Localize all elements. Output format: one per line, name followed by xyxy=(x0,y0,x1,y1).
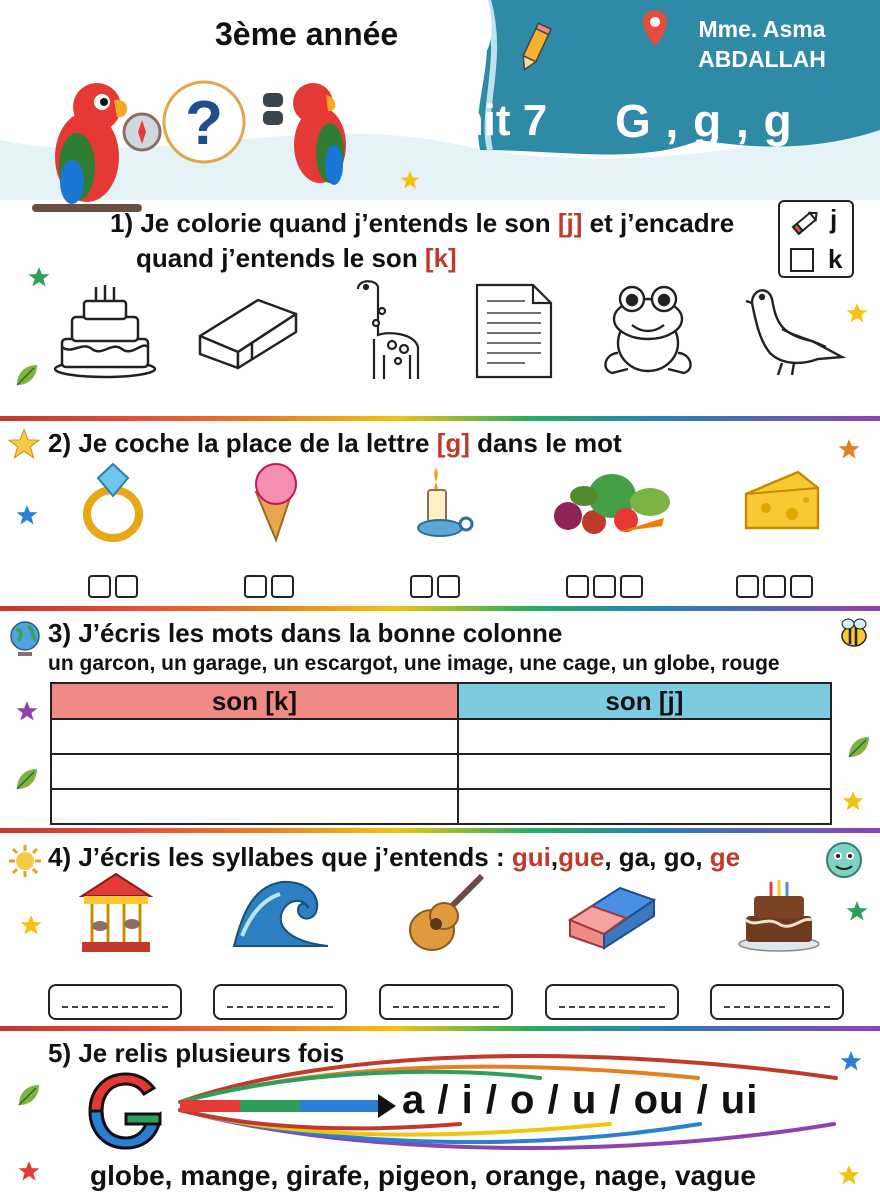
table-row xyxy=(51,719,831,754)
map-pin-icon xyxy=(640,8,670,48)
carousel-icon xyxy=(78,870,154,956)
section1-title-line2 xyxy=(136,243,457,274)
syllables-row: a / i / o / u / ou / ui xyxy=(402,1078,759,1122)
sound-j-label: [j] xyxy=(557,208,583,238)
checkbox-group xyxy=(736,575,813,598)
star-icon xyxy=(16,700,38,722)
syllable-gui: gui xyxy=(511,842,551,872)
star-icon xyxy=(838,438,860,460)
monster-icon xyxy=(822,840,866,880)
star-icon xyxy=(18,1160,40,1182)
pencil-icon xyxy=(515,20,555,75)
checkbox[interactable] xyxy=(566,575,589,598)
grade-title: 3ème année xyxy=(215,16,399,52)
star-icon xyxy=(838,1164,860,1186)
section4-title-text: 4) J’écris les syllabes que j’entends : xyxy=(48,842,512,872)
leaf-icon xyxy=(16,1080,42,1110)
checkbox[interactable] xyxy=(593,575,616,598)
unit-letters: G , g , g xyxy=(615,95,793,147)
table-cell[interactable] xyxy=(458,719,831,754)
ice-cream-icon xyxy=(248,462,300,542)
sound-k-label: [k] xyxy=(424,243,457,273)
star-icon xyxy=(842,790,864,812)
checkbox[interactable] xyxy=(736,575,759,598)
section-divider xyxy=(0,606,880,611)
star-icon xyxy=(28,266,50,288)
legend-box xyxy=(778,200,854,278)
star-icon xyxy=(20,914,42,936)
checkbox[interactable] xyxy=(410,575,433,598)
section1-title-part1: 1) Je colorie quand j’entends le son xyxy=(110,208,558,238)
star-icon xyxy=(846,900,868,922)
checkbox[interactable] xyxy=(115,575,138,598)
checkbox[interactable] xyxy=(763,575,786,598)
parrot-compass-icon xyxy=(22,72,172,217)
table-cell[interactable] xyxy=(51,789,458,824)
cheese-icon xyxy=(742,468,822,536)
checkbox-group xyxy=(566,575,643,598)
letter-g-logo xyxy=(86,1070,166,1152)
table-cell[interactable] xyxy=(51,754,458,789)
teacher-name xyxy=(672,14,852,74)
legend-j: j xyxy=(830,204,838,234)
guitar-icon xyxy=(404,870,488,956)
section5-title: 5) Je relis plusieurs fois xyxy=(48,1038,345,1068)
cake-icon[interactable] xyxy=(52,283,158,379)
checkbox[interactable] xyxy=(620,575,643,598)
answer-box[interactable] xyxy=(213,984,347,1020)
eraser-icon[interactable] xyxy=(196,292,300,372)
checkbox-group xyxy=(88,575,138,598)
section3-title: 3) J’écris les mots dans la bonne colonne xyxy=(48,618,563,648)
big-letter-text: G xyxy=(126,1130,127,1131)
section1-title-part2: et j’encadre xyxy=(582,208,735,238)
eraser-icon xyxy=(566,880,658,950)
question-mark-icon xyxy=(160,78,248,166)
leaf-icon xyxy=(14,764,40,794)
section4-title xyxy=(48,842,740,873)
column-header-j: son [j] xyxy=(458,683,831,719)
ring-icon xyxy=(80,462,146,542)
syllable-gue: gue xyxy=(558,842,605,872)
bee-icon xyxy=(836,616,872,650)
legend-k: k xyxy=(828,244,843,274)
giraffe-icon[interactable] xyxy=(348,275,428,383)
answer-box[interactable] xyxy=(379,984,513,1020)
star-icon xyxy=(846,302,868,324)
candle-icon xyxy=(416,462,474,542)
page-icon[interactable] xyxy=(475,283,553,379)
checkbox[interactable] xyxy=(244,575,267,598)
table-cell[interactable] xyxy=(458,789,831,824)
teacher-first-name: Mme. Asma xyxy=(698,16,826,42)
globe-icon xyxy=(8,620,42,658)
syllable-ga-go: , ga, go, xyxy=(604,842,710,872)
checkbox-group xyxy=(244,575,294,598)
reading-words: globe, mange, girafe, pigeon, orange, nage, vague xyxy=(90,1160,756,1191)
table-cell[interactable] xyxy=(51,719,458,754)
parrot-binoculars-icon xyxy=(258,75,368,190)
star-face-icon xyxy=(8,428,40,460)
sun-icon xyxy=(8,844,42,878)
answer-box[interactable] xyxy=(545,984,679,1020)
syllable-separator: , xyxy=(550,842,559,872)
table-cell[interactable] xyxy=(458,754,831,789)
pigeon-icon[interactable] xyxy=(742,283,846,379)
star-icon xyxy=(400,170,420,190)
section2-title-part2: dans le mot xyxy=(469,428,622,458)
pencil-icon xyxy=(788,208,820,238)
teacher-last-name: ABDALLAH xyxy=(698,46,826,72)
unit-title: Unit 7 xyxy=(425,96,548,145)
table-row xyxy=(51,789,831,824)
letter-g-label: [g] xyxy=(436,428,470,458)
word-list: un garcon, un garage, un escargot, une image, une cage, un globe, rouge xyxy=(48,652,780,675)
vegetables-icon xyxy=(548,462,676,540)
section2-title xyxy=(48,428,622,459)
section2-title-part1: 2) Je coche la place de la lettre xyxy=(48,428,437,458)
column-header-k: son [k] xyxy=(51,683,458,719)
section-divider xyxy=(0,416,880,421)
wave-icon xyxy=(232,876,330,948)
section-divider xyxy=(0,1026,880,1031)
star-icon xyxy=(16,504,38,526)
section1-title-line2-text: quand j’entends le son xyxy=(136,243,425,273)
section-divider xyxy=(0,828,880,833)
table-row xyxy=(51,754,831,789)
svg-text:?: ? xyxy=(185,89,223,158)
answer-box[interactable] xyxy=(48,984,182,1020)
checkbox[interactable] xyxy=(88,575,111,598)
answer-box[interactable] xyxy=(710,984,844,1020)
leaf-icon xyxy=(846,732,872,762)
checkbox[interactable] xyxy=(271,575,294,598)
syllable-ge: ge xyxy=(709,842,741,872)
checkbox[interactable] xyxy=(437,575,460,598)
sorting-table xyxy=(50,682,832,825)
checkbox-group xyxy=(410,575,460,598)
frog-icon[interactable] xyxy=(598,283,698,377)
legend-square xyxy=(790,248,814,272)
checkbox[interactable] xyxy=(790,575,813,598)
section1-title xyxy=(110,208,734,239)
leaf-icon xyxy=(14,362,40,388)
cake-icon xyxy=(736,872,822,952)
